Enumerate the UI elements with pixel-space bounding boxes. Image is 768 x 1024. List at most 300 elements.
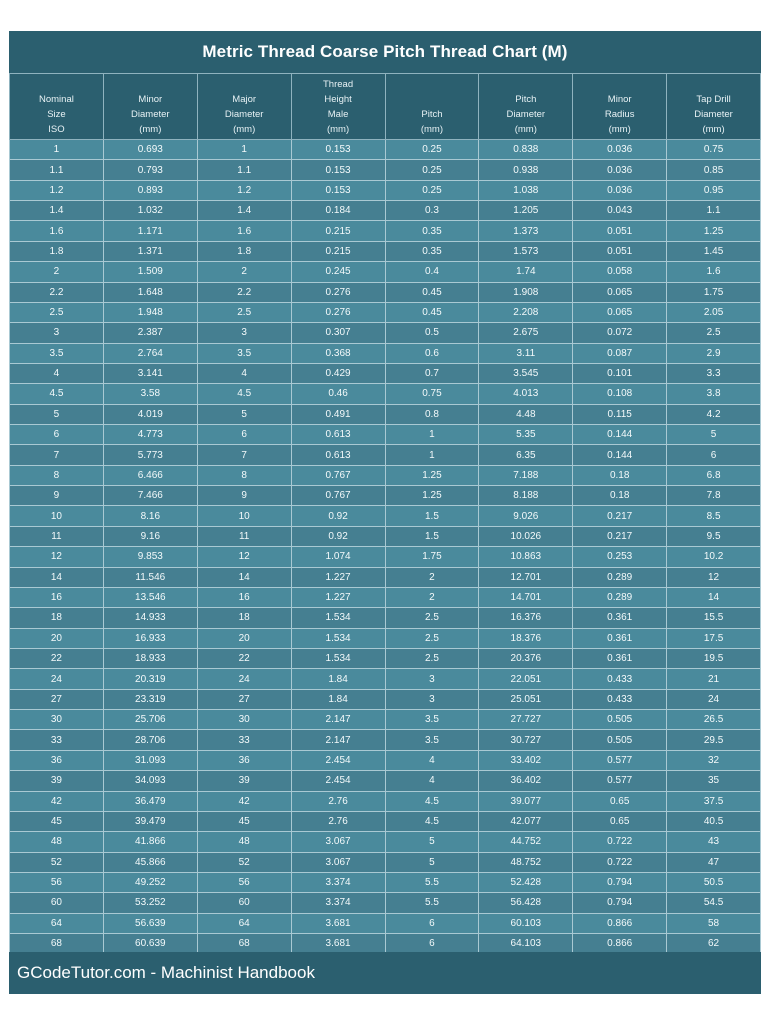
column-header-line: Diameter bbox=[224, 109, 264, 120]
table-cell: 0.794 bbox=[573, 872, 667, 892]
table-cell: 0.25 bbox=[385, 180, 479, 200]
table-cell: 1.4 bbox=[197, 201, 291, 221]
table-cell: 0.361 bbox=[573, 648, 667, 668]
table-cell: 36 bbox=[10, 750, 104, 770]
table-cell: 16.933 bbox=[103, 628, 197, 648]
table-cell: 25.051 bbox=[479, 689, 573, 709]
table-cell: 1.227 bbox=[291, 587, 385, 607]
table-cell: 0.036 bbox=[573, 160, 667, 180]
table-cell: 2.2 bbox=[10, 282, 104, 302]
table-cell: 0.144 bbox=[573, 425, 667, 445]
column-header-line: Height bbox=[324, 94, 352, 105]
table-cell: 35 bbox=[667, 771, 761, 791]
table-row bbox=[10, 811, 761, 831]
table-cell: 1.373 bbox=[479, 221, 573, 241]
table-cell: 33 bbox=[10, 730, 104, 750]
table-cell: 0.92 bbox=[291, 526, 385, 546]
column-header-line: Minor bbox=[138, 94, 163, 105]
table-cell: 0.051 bbox=[573, 221, 667, 241]
table-cell: 0.429 bbox=[291, 363, 385, 383]
table-row bbox=[10, 221, 761, 241]
table-cell: 0.767 bbox=[291, 486, 385, 506]
table-cell: 3.3 bbox=[667, 363, 761, 383]
table-cell: 0.35 bbox=[385, 241, 479, 261]
table-cell: 41.866 bbox=[103, 832, 197, 852]
table-cell: 1.908 bbox=[479, 282, 573, 302]
table-cell: 6 bbox=[385, 913, 479, 933]
table-row bbox=[10, 771, 761, 791]
table-cell: 3 bbox=[10, 323, 104, 343]
table-cell: 4.2 bbox=[667, 404, 761, 424]
table-cell: 4.5 bbox=[10, 384, 104, 404]
table-cell: 56.639 bbox=[103, 913, 197, 933]
table-cell: 44.752 bbox=[479, 832, 573, 852]
table-row bbox=[10, 567, 761, 587]
table-row bbox=[10, 445, 761, 465]
table-cell: 3 bbox=[385, 669, 479, 689]
table-cell: 2.5 bbox=[385, 648, 479, 668]
table-cell: 6 bbox=[10, 425, 104, 445]
table-cell: 22.051 bbox=[479, 669, 573, 689]
table-cell: 1.84 bbox=[291, 689, 385, 709]
table-cell: 64 bbox=[10, 913, 104, 933]
table-cell: 1 bbox=[10, 140, 104, 160]
table-cell: 13.546 bbox=[103, 587, 197, 607]
table-cell: 1.534 bbox=[291, 648, 385, 668]
table-cell: 1.074 bbox=[291, 547, 385, 567]
table-cell: 58 bbox=[667, 913, 761, 933]
table-cell: 42 bbox=[10, 791, 104, 811]
table-cell: 0.361 bbox=[573, 628, 667, 648]
table-cell: 3.5 bbox=[197, 343, 291, 363]
table-cell: 7 bbox=[10, 445, 104, 465]
table-cell: 0.7 bbox=[385, 363, 479, 383]
table-cell: 8 bbox=[10, 465, 104, 485]
table-row bbox=[10, 180, 761, 200]
table-cell: 10 bbox=[197, 506, 291, 526]
column-header-line: (mm) bbox=[139, 124, 162, 135]
table-cell: 0.613 bbox=[291, 425, 385, 445]
table-cell: 26.5 bbox=[667, 710, 761, 730]
column-header-line: Thread bbox=[323, 79, 354, 90]
table-cell: 52.428 bbox=[479, 872, 573, 892]
table-cell: 3.067 bbox=[291, 832, 385, 852]
table-cell: 0.18 bbox=[573, 486, 667, 506]
table-row bbox=[10, 628, 761, 648]
table-cell: 4.019 bbox=[103, 404, 197, 424]
table-cell: 1.4 bbox=[10, 201, 104, 221]
table-cell: 0.036 bbox=[573, 180, 667, 200]
table-cell: 1.25 bbox=[385, 465, 479, 485]
table-cell: 1.74 bbox=[479, 262, 573, 282]
table-cell: 17.5 bbox=[667, 628, 761, 648]
table-cell: 0.18 bbox=[573, 465, 667, 485]
table-cell: 1.032 bbox=[103, 201, 197, 221]
column-header bbox=[103, 74, 197, 140]
column-header-line: ISO bbox=[48, 124, 65, 135]
table-cell: 5 bbox=[385, 852, 479, 872]
table-cell: 1.534 bbox=[291, 628, 385, 648]
table-cell: 0.8 bbox=[385, 404, 479, 424]
table-cell: 42 bbox=[197, 791, 291, 811]
table-row bbox=[10, 689, 761, 709]
table-cell: 27.727 bbox=[479, 710, 573, 730]
table-cell: 4.48 bbox=[479, 404, 573, 424]
table-cell: 5 bbox=[10, 404, 104, 424]
table-cell: 1.6 bbox=[667, 262, 761, 282]
table-row bbox=[10, 608, 761, 628]
table-cell: 14 bbox=[667, 587, 761, 607]
table-cell: 0.505 bbox=[573, 710, 667, 730]
table-cell: 0.722 bbox=[573, 832, 667, 852]
table-cell: 0.217 bbox=[573, 506, 667, 526]
table-cell: 45 bbox=[197, 811, 291, 831]
table-row bbox=[10, 486, 761, 506]
table-cell: 0.153 bbox=[291, 180, 385, 200]
table-cell: 1.1 bbox=[10, 160, 104, 180]
table-cell: 60.639 bbox=[103, 934, 197, 954]
table-cell: 3.5 bbox=[385, 730, 479, 750]
table-cell: 43 bbox=[667, 832, 761, 852]
table-cell: 2 bbox=[10, 262, 104, 282]
table-row bbox=[10, 852, 761, 872]
table-cell: 5.5 bbox=[385, 872, 479, 892]
table-cell: 1.2 bbox=[197, 180, 291, 200]
table-cell: 0.577 bbox=[573, 771, 667, 791]
column-header-line: Male bbox=[327, 109, 349, 120]
table-cell: 30 bbox=[197, 710, 291, 730]
table-row bbox=[10, 404, 761, 424]
column-header-line: Pitch bbox=[421, 109, 443, 120]
table-cell: 1.6 bbox=[10, 221, 104, 241]
column-header bbox=[385, 74, 479, 140]
table-cell: 1.509 bbox=[103, 262, 197, 282]
table-cell: 2 bbox=[385, 567, 479, 587]
table-cell: 9.16 bbox=[103, 526, 197, 546]
table-cell: 2.764 bbox=[103, 343, 197, 363]
table-cell: 12 bbox=[197, 547, 291, 567]
table-cell: 64 bbox=[197, 913, 291, 933]
table-cell: 1 bbox=[197, 140, 291, 160]
table-cell: 12 bbox=[10, 547, 104, 567]
table-cell: 2.5 bbox=[385, 608, 479, 628]
table-cell: 0.866 bbox=[573, 913, 667, 933]
table-cell: 1.227 bbox=[291, 567, 385, 587]
column-header-line: (mm) bbox=[233, 124, 256, 135]
column-header-line: Diameter bbox=[694, 109, 733, 120]
table-cell: 20.376 bbox=[479, 648, 573, 668]
table-cell: 12 bbox=[667, 567, 761, 587]
table-cell: 1.1 bbox=[667, 201, 761, 221]
table-cell: 3.5 bbox=[385, 710, 479, 730]
table-cell: 0.75 bbox=[667, 140, 761, 160]
table-cell: 25.706 bbox=[103, 710, 197, 730]
table-cell: 1.1 bbox=[197, 160, 291, 180]
table-cell: 0.289 bbox=[573, 587, 667, 607]
table-cell: 0.866 bbox=[573, 934, 667, 954]
table-row bbox=[10, 872, 761, 892]
table-cell: 10 bbox=[10, 506, 104, 526]
table-cell: 3.58 bbox=[103, 384, 197, 404]
table-cell: 2.5 bbox=[385, 628, 479, 648]
column-header-line: (mm) bbox=[514, 124, 537, 135]
table-cell: 6.466 bbox=[103, 465, 197, 485]
table-cell: 5 bbox=[197, 404, 291, 424]
table-cell: 3.374 bbox=[291, 872, 385, 892]
table-cell: 9.5 bbox=[667, 526, 761, 546]
table-cell: 0.35 bbox=[385, 221, 479, 241]
table-cell: 15.5 bbox=[667, 608, 761, 628]
table-cell: 56.428 bbox=[479, 893, 573, 913]
table-row bbox=[10, 201, 761, 221]
table-cell: 3.5 bbox=[10, 343, 104, 363]
table-cell: 0.087 bbox=[573, 343, 667, 363]
table-cell: 10.863 bbox=[479, 547, 573, 567]
table-cell: 1.8 bbox=[197, 241, 291, 261]
column-header-line: (mm) bbox=[420, 124, 444, 135]
table-cell: 0.217 bbox=[573, 526, 667, 546]
table-cell: 6.35 bbox=[479, 445, 573, 465]
table-cell: 5.35 bbox=[479, 425, 573, 445]
table-cell: 21 bbox=[667, 669, 761, 689]
table-cell: 1.6 bbox=[197, 221, 291, 241]
table-row bbox=[10, 262, 761, 282]
table-cell: 37.5 bbox=[667, 791, 761, 811]
table-cell: 0.065 bbox=[573, 282, 667, 302]
table-cell: 0.767 bbox=[291, 465, 385, 485]
table-cell: 20 bbox=[197, 628, 291, 648]
table-row bbox=[10, 913, 761, 933]
table-cell: 19.5 bbox=[667, 648, 761, 668]
column-header bbox=[667, 74, 761, 140]
column-header-line: Diameter bbox=[506, 109, 546, 120]
table-cell: 52 bbox=[10, 852, 104, 872]
table-cell: 50.5 bbox=[667, 872, 761, 892]
table-cell: 8.188 bbox=[479, 486, 573, 506]
column-header-line: Diameter bbox=[131, 109, 170, 120]
table-cell: 1.534 bbox=[291, 608, 385, 628]
table-cell: 0.253 bbox=[573, 547, 667, 567]
table-cell: 0.85 bbox=[667, 160, 761, 180]
table-row bbox=[10, 832, 761, 852]
chart-title: Metric Thread Coarse Pitch Thread Chart (M) bbox=[202, 42, 568, 61]
table-cell: 0.215 bbox=[291, 221, 385, 241]
table-cell: 0.072 bbox=[573, 323, 667, 343]
table-cell: 62 bbox=[667, 934, 761, 954]
table-cell: 0.793 bbox=[103, 160, 197, 180]
table-cell: 11.546 bbox=[103, 567, 197, 587]
table-cell: 9.026 bbox=[479, 506, 573, 526]
table-cell: 45.866 bbox=[103, 852, 197, 872]
table-cell: 4.5 bbox=[197, 384, 291, 404]
table-cell: 5.773 bbox=[103, 445, 197, 465]
table-cell: 14 bbox=[10, 567, 104, 587]
table-cell: 5 bbox=[385, 832, 479, 852]
table-cell: 4.773 bbox=[103, 425, 197, 445]
table-cell: 3 bbox=[197, 323, 291, 343]
table-cell: 0.3 bbox=[385, 201, 479, 221]
table-cell: 0.289 bbox=[573, 567, 667, 587]
table-cell: 1.75 bbox=[385, 547, 479, 567]
table-cell: 2.2 bbox=[197, 282, 291, 302]
table-cell: 0.153 bbox=[291, 160, 385, 180]
table-cell: 2 bbox=[197, 262, 291, 282]
column-header-line: (mm) bbox=[702, 124, 725, 135]
table-cell: 0.722 bbox=[573, 852, 667, 872]
table-row bbox=[10, 893, 761, 913]
table-cell: 36.402 bbox=[479, 771, 573, 791]
table-cell: 1.25 bbox=[667, 221, 761, 241]
table-cell: 9 bbox=[197, 486, 291, 506]
table-cell: 1.205 bbox=[479, 201, 573, 221]
table-cell: 33 bbox=[197, 730, 291, 750]
column-header bbox=[10, 74, 104, 140]
table-cell: 9 bbox=[10, 486, 104, 506]
table-cell: 4 bbox=[385, 750, 479, 770]
table-cell: 4.013 bbox=[479, 384, 573, 404]
table-cell: 4.5 bbox=[385, 791, 479, 811]
table-cell: 2.5 bbox=[667, 323, 761, 343]
table-cell: 0.95 bbox=[667, 180, 761, 200]
table-row bbox=[10, 750, 761, 770]
table-cell: 14.701 bbox=[479, 587, 573, 607]
table-cell: 6 bbox=[385, 934, 479, 954]
table-cell: 1.171 bbox=[103, 221, 197, 241]
table-cell: 0.4 bbox=[385, 262, 479, 282]
table-cell: 47 bbox=[667, 852, 761, 872]
table-cell: 9.853 bbox=[103, 547, 197, 567]
table-cell: 40.5 bbox=[667, 811, 761, 831]
table-cell: 29.5 bbox=[667, 730, 761, 750]
table-row bbox=[10, 465, 761, 485]
table-cell: 0.75 bbox=[385, 384, 479, 404]
table-cell: 0.276 bbox=[291, 282, 385, 302]
table-cell: 1.84 bbox=[291, 669, 385, 689]
table-cell: 60.103 bbox=[479, 913, 573, 933]
table-cell: 1.573 bbox=[479, 241, 573, 261]
table-cell: 30 bbox=[10, 710, 104, 730]
table-row bbox=[10, 282, 761, 302]
table-cell: 0.108 bbox=[573, 384, 667, 404]
thread-table bbox=[9, 73, 761, 954]
table-cell: 8.5 bbox=[667, 506, 761, 526]
table-cell: 0.46 bbox=[291, 384, 385, 404]
table-cell: 3.545 bbox=[479, 363, 573, 383]
column-header-line: Nominal bbox=[39, 94, 74, 105]
table-cell: 0.25 bbox=[385, 160, 479, 180]
table-cell: 3.8 bbox=[667, 384, 761, 404]
table-cell: 2.76 bbox=[291, 811, 385, 831]
table-header-row bbox=[10, 74, 761, 140]
table-cell: 1.45 bbox=[667, 241, 761, 261]
column-header bbox=[291, 74, 385, 140]
table-cell: 3.681 bbox=[291, 934, 385, 954]
table-cell: 4 bbox=[385, 771, 479, 791]
table-cell: 0.115 bbox=[573, 404, 667, 424]
table-cell: 18 bbox=[10, 608, 104, 628]
table-row bbox=[10, 730, 761, 750]
table-cell: 8.16 bbox=[103, 506, 197, 526]
table-row bbox=[10, 241, 761, 261]
column-header-line: Tap Drill bbox=[696, 94, 731, 105]
table-cell: 60 bbox=[10, 893, 104, 913]
table-cell: 8 bbox=[197, 465, 291, 485]
table-cell: 31.093 bbox=[103, 750, 197, 770]
table-cell: 1.038 bbox=[479, 180, 573, 200]
table-cell: 49.252 bbox=[103, 872, 197, 892]
table-cell: 32 bbox=[667, 750, 761, 770]
table-cell: 27 bbox=[197, 689, 291, 709]
table-cell: 0.577 bbox=[573, 750, 667, 770]
table-cell: 3.681 bbox=[291, 913, 385, 933]
table-row bbox=[10, 710, 761, 730]
table-cell: 0.101 bbox=[573, 363, 667, 383]
table-cell: 12.701 bbox=[479, 567, 573, 587]
table-row bbox=[10, 934, 761, 954]
table-cell: 18 bbox=[197, 608, 291, 628]
table-cell: 10.026 bbox=[479, 526, 573, 546]
table-cell: 16 bbox=[10, 587, 104, 607]
table-cell: 27 bbox=[10, 689, 104, 709]
column-header bbox=[573, 74, 667, 140]
table-cell: 0.25 bbox=[385, 140, 479, 160]
table-row bbox=[10, 363, 761, 383]
table-body bbox=[10, 140, 761, 954]
table-cell: 2.454 bbox=[291, 771, 385, 791]
table-cell: 1.648 bbox=[103, 282, 197, 302]
table-cell: 2.208 bbox=[479, 302, 573, 322]
table-cell: 0.893 bbox=[103, 180, 197, 200]
table-cell: 39 bbox=[197, 771, 291, 791]
table-cell: 39 bbox=[10, 771, 104, 791]
table-cell: 0.505 bbox=[573, 730, 667, 750]
thread-chart bbox=[9, 31, 761, 994]
table-cell: 2.147 bbox=[291, 730, 385, 750]
table-cell: 24 bbox=[197, 669, 291, 689]
table-cell: 0.215 bbox=[291, 241, 385, 261]
table-cell: 0.144 bbox=[573, 445, 667, 465]
table-row bbox=[10, 425, 761, 445]
table-cell: 22 bbox=[10, 648, 104, 668]
table-cell: 33.402 bbox=[479, 750, 573, 770]
table-cell: 68 bbox=[10, 934, 104, 954]
table-cell: 3.11 bbox=[479, 343, 573, 363]
table-cell: 2.675 bbox=[479, 323, 573, 343]
table-cell: 23.319 bbox=[103, 689, 197, 709]
table-cell: 7.466 bbox=[103, 486, 197, 506]
table-cell: 2.9 bbox=[667, 343, 761, 363]
table-cell: 1.75 bbox=[667, 282, 761, 302]
table-cell: 45 bbox=[10, 811, 104, 831]
table-cell: 10.2 bbox=[667, 547, 761, 567]
table-cell: 52 bbox=[197, 852, 291, 872]
table-cell: 14.933 bbox=[103, 608, 197, 628]
table-cell: 0.613 bbox=[291, 445, 385, 465]
table-row bbox=[10, 160, 761, 180]
table-cell: 0.433 bbox=[573, 669, 667, 689]
table-cell: 3 bbox=[385, 689, 479, 709]
table-cell: 0.65 bbox=[573, 811, 667, 831]
table-cell: 0.058 bbox=[573, 262, 667, 282]
table-row bbox=[10, 140, 761, 160]
column-header-line: Major bbox=[232, 94, 257, 105]
table-cell: 0.276 bbox=[291, 302, 385, 322]
footer-credit: GCodeTutor.com - Machinist Handbook bbox=[9, 952, 761, 994]
table-cell: 6.8 bbox=[667, 465, 761, 485]
table-cell: 2.5 bbox=[10, 302, 104, 322]
table-cell: 1.5 bbox=[385, 506, 479, 526]
table-cell: 56 bbox=[10, 872, 104, 892]
